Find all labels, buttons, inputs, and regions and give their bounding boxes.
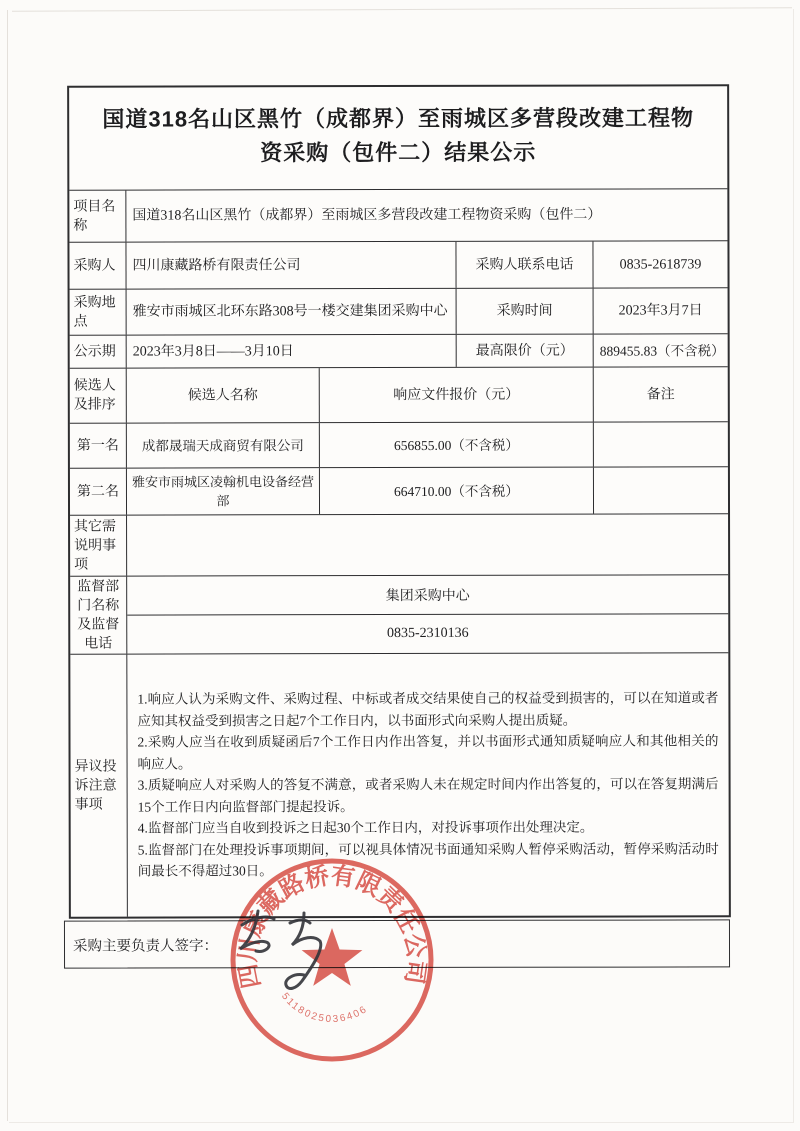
objection-label: 异议投诉注意事项 bbox=[70, 655, 128, 917]
seal-company-text: 四川康藏路桥有限责任公司 bbox=[234, 862, 430, 991]
purchaser-phone-value: 0835-2618739 bbox=[619, 256, 702, 273]
supervisor-name: 集团采购中心 bbox=[127, 575, 728, 615]
candidate-2-bid: 664710.00（不含税） bbox=[320, 468, 594, 515]
row-project-name bbox=[69, 189, 727, 242]
candidates-rank-header: 候选人及排序 bbox=[70, 369, 127, 423]
signature-label: 采购主要负责人签字： bbox=[72, 937, 219, 955]
project-name-value: 国道318名山区黑竹（成都界）至雨城区多营段改建工程物资采购（包件二） bbox=[132, 207, 602, 224]
paper-edge-bottom bbox=[9, 1122, 793, 1123]
announcement-table bbox=[67, 84, 731, 918]
table-row-candidate-1 bbox=[70, 422, 728, 468]
supervisor-phone: 0835-2310136 bbox=[386, 625, 469, 642]
paper-edge-top bbox=[12, 7, 792, 11]
purchaser-value: 四川康藏路桥有限责任公司 bbox=[126, 242, 456, 289]
project-name-label: 项目名称 bbox=[69, 191, 126, 242]
row-publicity-period bbox=[70, 334, 728, 368]
purchaser-label: 采购人 bbox=[69, 243, 126, 289]
objection-item-2: 2.采购人应当在收到质疑函后7个工作日内作出答复，并以书面形式通知质疑响应人和其他相关的响应人。 bbox=[137, 733, 719, 772]
handwritten-signature bbox=[228, 893, 378, 1008]
other-notes-label: 其它需说明事项 bbox=[70, 516, 127, 576]
candidate-bid-header: 响应文件报价（元） bbox=[320, 368, 594, 423]
purchase-time-value: 2023年3月7日 bbox=[618, 303, 703, 319]
objection-item-1: 1.响应人认为采购文件、采购过程、中标或者成交结果使自己的权益受到损害的，可以在知道或者应知其权益受到损害之日起7个工作日内，以书面形式向采购人提出质疑。 bbox=[137, 690, 719, 729]
purchase-time-label: 采购时间 bbox=[457, 289, 594, 334]
supervisor-values bbox=[127, 575, 728, 653]
publicity-value: 2023年3月8日——3月10日 bbox=[127, 335, 457, 368]
candidate-1-rank: 第一名 bbox=[70, 424, 127, 468]
candidate-name-header: 候选人名称 bbox=[127, 368, 320, 422]
price-limit-label: 最高限价（元） bbox=[457, 335, 594, 367]
candidate-2-remark bbox=[594, 467, 728, 513]
location-label: 采购地点 bbox=[70, 290, 127, 335]
seal-serial-text: 5118025036406 bbox=[279, 991, 370, 1026]
objection-item-5: 5.监督部门在处理投诉事项期间，可以视具体情况书面通知采购人暂停采购活动，暂停采购活动时间最长不得超过30日。 bbox=[137, 841, 719, 879]
row-other-notes bbox=[70, 514, 728, 576]
candidate-1-remark bbox=[594, 422, 728, 466]
table-row-candidate-2 bbox=[70, 467, 728, 515]
row-location bbox=[70, 288, 728, 335]
document-title: 国道318名山区黑竹（成都界）至雨城区多营段改建工程物资采购（包件二）结果公示 bbox=[69, 86, 727, 190]
paper-edge-right bbox=[793, 9, 794, 1123]
candidate-2-rank: 第二名 bbox=[70, 469, 127, 515]
row-purchaser bbox=[69, 241, 727, 289]
publicity-label: 公示期 bbox=[70, 336, 127, 368]
signature-strokes-icon bbox=[228, 893, 378, 1008]
other-notes-value bbox=[127, 514, 728, 575]
row-supervisor bbox=[70, 575, 728, 654]
price-limit-value: 889455.83（不含税） bbox=[599, 342, 725, 359]
objection-item-3: 3.质疑响应人对采购人的答复不满意，或者采购人未在规定时间内作出答复的，可以在答复期满后15个工作日内向监督部门提起投诉。 bbox=[137, 776, 719, 815]
paper-edge-left bbox=[7, 10, 8, 1121]
candidate-1-name: 成都晟瑞天成商贸有限公司 bbox=[127, 423, 320, 467]
location-value: 雅安市雨城区北环东路308号一楼交建集团采购中心 bbox=[127, 289, 457, 335]
candidate-2-name: 雅安市雨城区凌翰机电设备经营部 bbox=[127, 468, 320, 514]
candidate-remark-header: 备注 bbox=[646, 386, 675, 402]
candidate-1-bid: 656855.00（不含税） bbox=[320, 423, 594, 468]
supervisor-label: 监督部门名称及监督电话 bbox=[70, 577, 127, 654]
row-candidates-header bbox=[70, 367, 728, 423]
objection-item-4: 4.监督部门应当自收到投诉之日起30个工作日内，对投诉事项作出处理决定。 bbox=[137, 819, 594, 836]
purchaser-phone-label: 采购人联系电话 bbox=[456, 242, 593, 288]
